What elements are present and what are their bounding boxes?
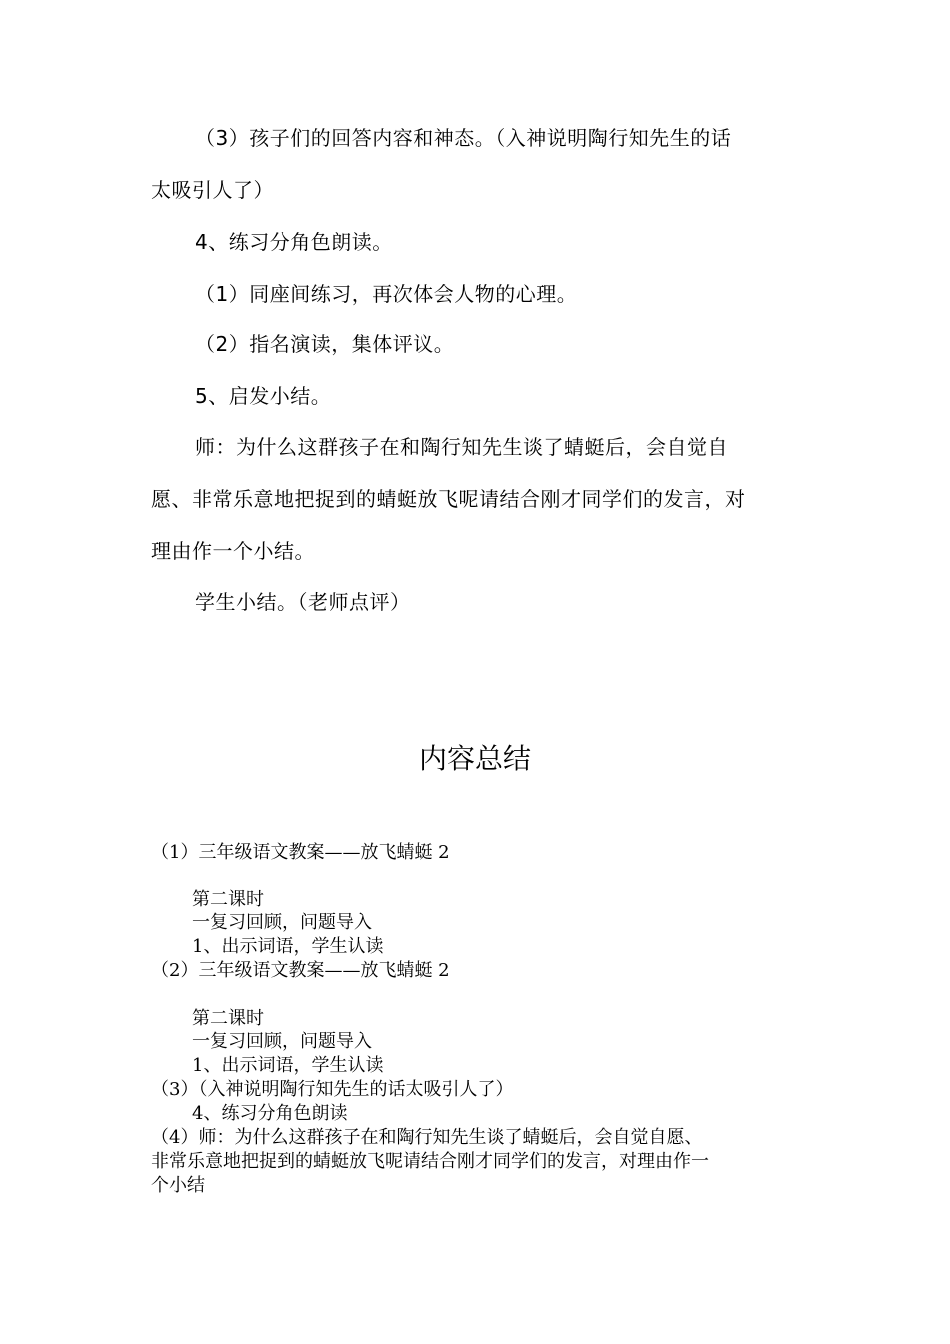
summary-line-1: （1）三年级语文教案——放飞蜻蜓 2: [151, 842, 450, 863]
summary-line-10: 4、练习分角色朗读: [192, 1103, 348, 1124]
summary-line-4: 1、出示词语，学生认读: [192, 936, 384, 957]
body-paragraph-2: 4、练习分角色朗读。: [195, 230, 393, 254]
body-paragraph-6-line-3: 理由作一个小结。: [151, 539, 315, 563]
summary-line-5: （2）三年级语文教案——放飞蜻蜓 2: [151, 960, 450, 981]
body-paragraph-6-line-1: 师：为什么这群孩子在和陶行知先生谈了蜻蜓后，会自觉自: [195, 435, 728, 459]
body-paragraph-3: （1）同座间练习，再次体会人物的心理。: [195, 282, 578, 306]
summary-line-7: 一复习回顾，问题导入: [192, 1031, 372, 1052]
body-paragraph-1-line-2: 太吸引人了）: [151, 178, 274, 202]
body-paragraph-5: 5、启发小结。: [195, 384, 332, 408]
summary-line-13: 个小结: [151, 1175, 205, 1196]
body-paragraph-7: 学生小结。（老师点评）: [195, 590, 411, 614]
summary-line-9: （3）（入神说明陶行知先生的话太吸引人了）: [151, 1079, 514, 1100]
summary-line-2: 第二课时: [192, 889, 264, 910]
summary-title: 内容总结: [418, 742, 531, 775]
summary-line-8: 1、出示词语，学生认读: [192, 1055, 384, 1076]
body-paragraph-1-line-1: （3）孩子们的回答内容和神态。（入神说明陶行知先生的话: [195, 126, 732, 150]
summary-line-6: 第二课时: [192, 1008, 264, 1029]
summary-line-12: 非常乐意地把捉到的蜻蜓放飞呢请结合刚才同学们的发言，对理由作一: [151, 1151, 709, 1172]
summary-line-11: （4）师：为什么这群孩子在和陶行知先生谈了蜻蜓后，会自觉自愿、: [151, 1127, 703, 1148]
summary-line-3: 一复习回顾，问题导入: [192, 912, 372, 933]
body-paragraph-6-line-2: 愿、非常乐意地把捉到的蜻蜓放飞呢请结合刚才同学们的发言，对: [151, 487, 746, 511]
body-paragraph-4: （2）指名演读，集体评议。: [195, 332, 455, 356]
